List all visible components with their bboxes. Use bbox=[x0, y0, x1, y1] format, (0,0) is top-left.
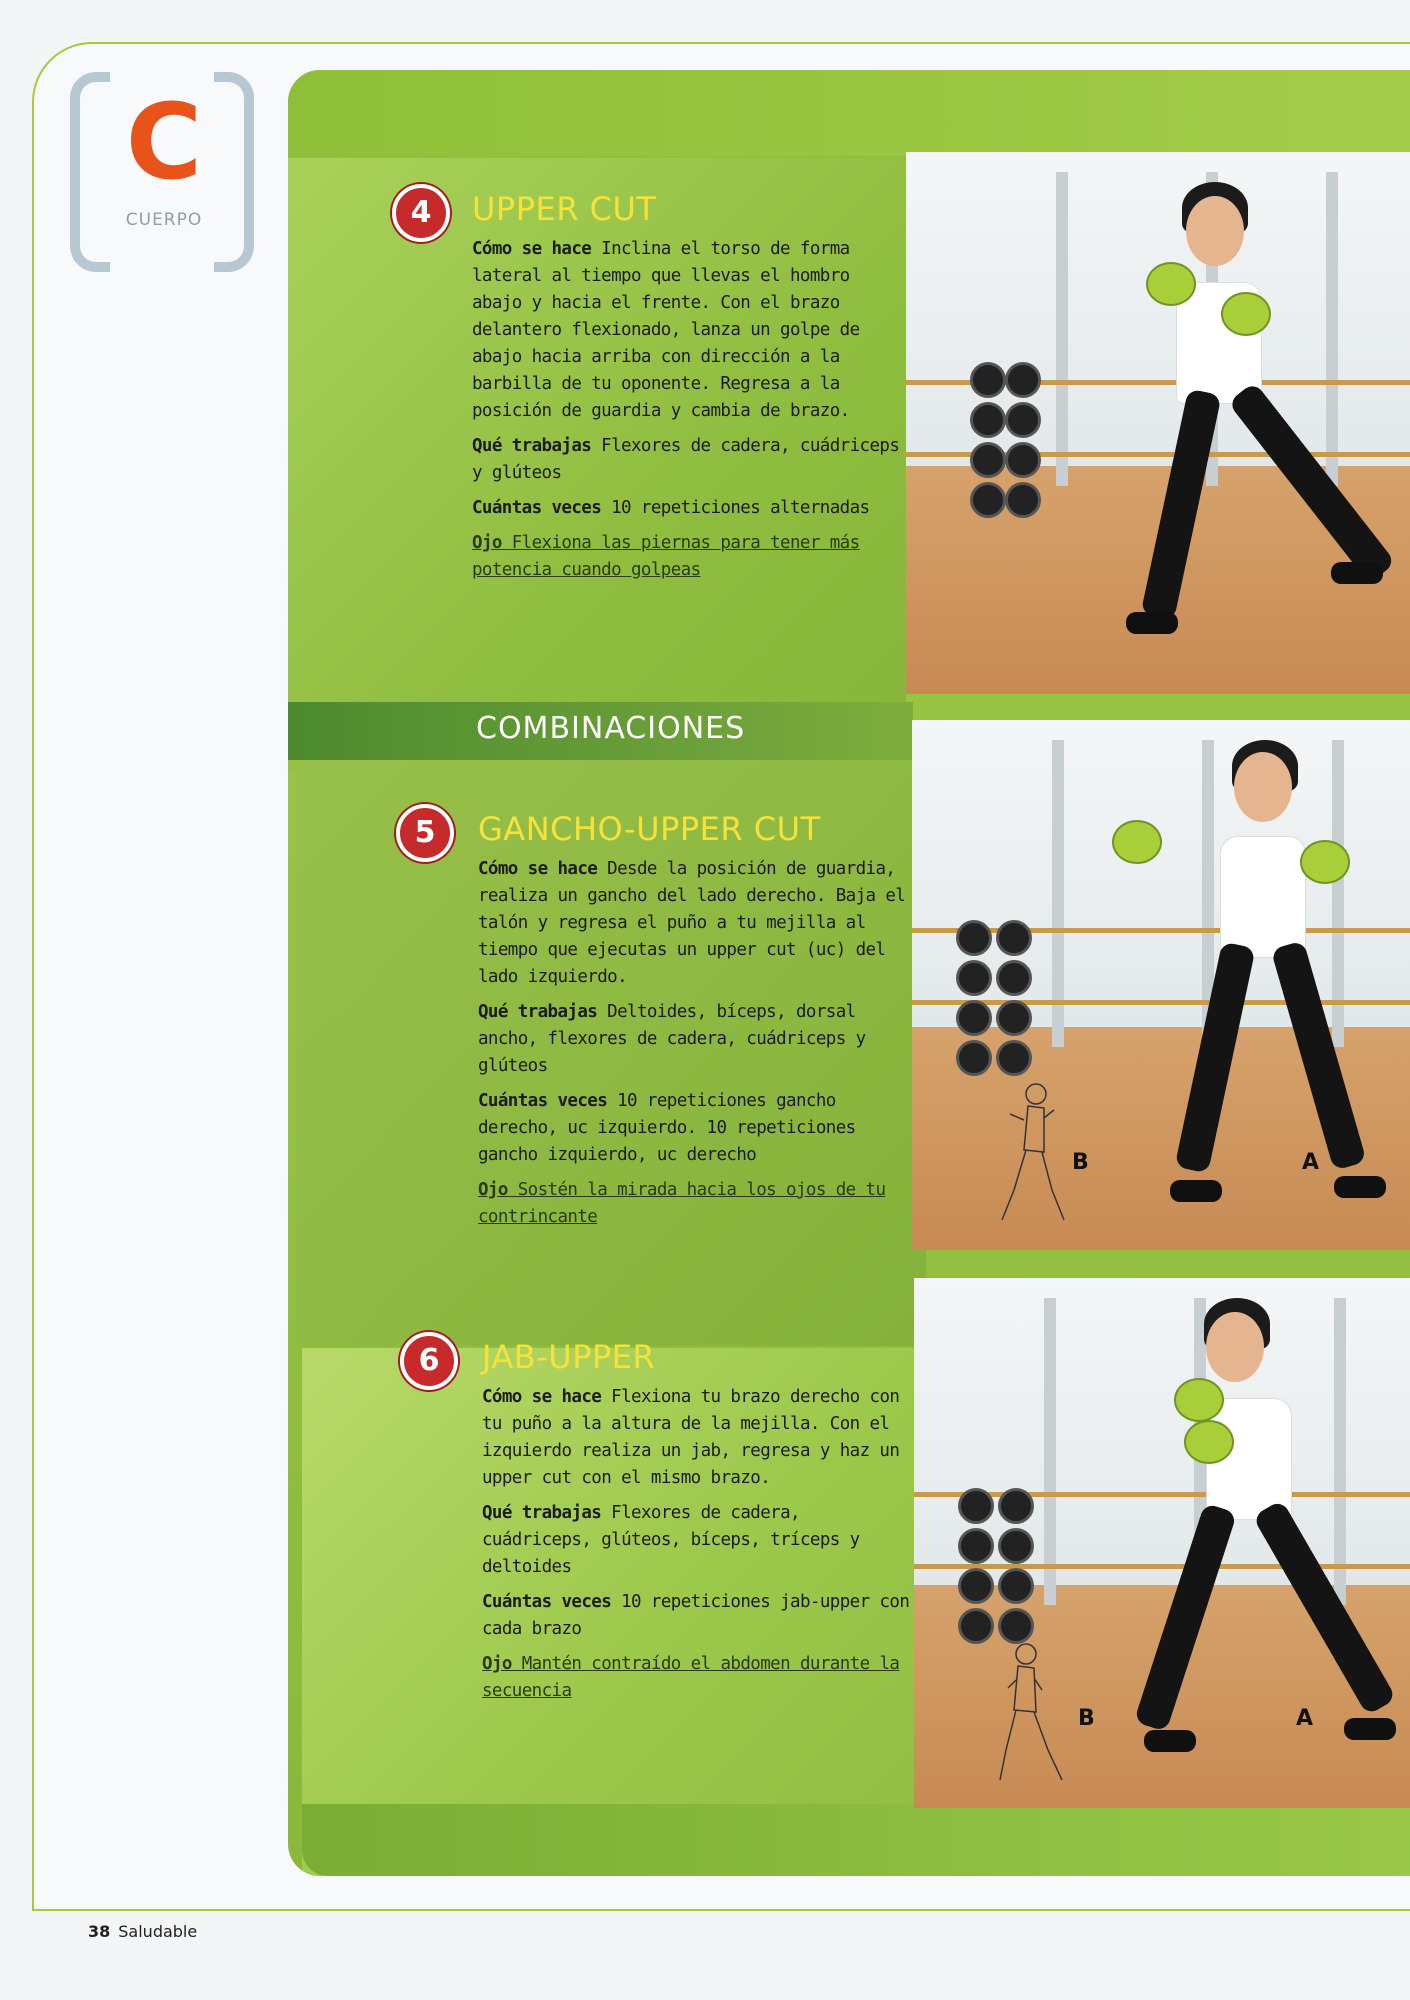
dumbbell-rack bbox=[918, 1478, 1068, 1648]
exercise-4-title: UPPER CUT bbox=[472, 190, 657, 228]
how-text: Flexiona tu brazo derecho con tu puño a la altura de la mejilla. Con el izquierdo realiza un jab, regresa y haz un upper cut con el mismo brazo. bbox=[482, 1387, 900, 1488]
left-bracket bbox=[70, 72, 110, 272]
works-label: Qué trabajas bbox=[472, 436, 592, 456]
tip-text: Mantén contraído el abdomen durante la secuencia bbox=[482, 1654, 900, 1701]
exercise-6-title: JAB-UPPER bbox=[482, 1338, 656, 1376]
exercise-6-body bbox=[482, 1384, 912, 1713]
tip-text: Flexiona las piernas para tener más potencia cuando golpeas bbox=[472, 533, 860, 580]
boxer-woman bbox=[1074, 1298, 1394, 1798]
exercise-5-photo bbox=[912, 720, 1410, 1250]
panel-bottom-band bbox=[302, 1804, 1410, 1876]
how-text: Desde la posición de guardia, realiza un gancho del lado derecho. Baja el talón y regresa el puño a tu mejilla al tiempo que ejecutas un upper cut (uc) del lado izquierdo. bbox=[478, 859, 906, 987]
reps-label: Cuántas veces bbox=[472, 498, 602, 518]
how-label: Cómo se hace bbox=[472, 239, 592, 259]
right-bracket bbox=[214, 72, 254, 272]
exercise-4-photo bbox=[906, 152, 1410, 694]
exercise-6-photo bbox=[914, 1278, 1410, 1808]
exercise-panel bbox=[288, 70, 1410, 1876]
tip-label: Ojo bbox=[482, 1654, 512, 1674]
position-b-sketch bbox=[994, 1080, 1074, 1230]
works-text: Deltoides, bíceps, dorsal ancho, flexores de cadera, cuádriceps y glúteos bbox=[478, 1002, 866, 1076]
reps-label: Cuántas veces bbox=[478, 1091, 608, 1111]
exercise-5-body bbox=[478, 856, 908, 1239]
page-footer bbox=[88, 1922, 197, 1941]
section-logo bbox=[66, 72, 266, 262]
works-label: Qué trabajas bbox=[478, 1002, 598, 1022]
tip-label: Ojo bbox=[478, 1180, 508, 1200]
exercise-5-number-badge: 5 bbox=[396, 804, 454, 862]
combinations-bar bbox=[288, 702, 913, 760]
dumbbell-rack bbox=[916, 910, 1066, 1080]
exercise-4-body bbox=[472, 236, 902, 592]
tip-label: Ojo bbox=[472, 533, 502, 553]
reps-text: 10 repeticiones alternadas bbox=[611, 498, 870, 518]
photo-label-b: B bbox=[1072, 1150, 1089, 1175]
boxer-woman bbox=[1076, 182, 1376, 682]
boxer-woman bbox=[1072, 740, 1392, 1240]
reps-text: 10 repeticiones jab-upper con cada brazo bbox=[482, 1592, 910, 1639]
combinations-heading: COMBINACIONES bbox=[476, 711, 746, 746]
tip-text: Sostén la mirada hacia los ojos de tu contrincante bbox=[478, 1180, 886, 1227]
photo-label-a: A bbox=[1302, 1150, 1320, 1175]
photo-label-b: B bbox=[1078, 1706, 1095, 1731]
exercise-6-number-badge: 6 bbox=[400, 1332, 458, 1390]
dumbbell-rack bbox=[910, 352, 1060, 522]
how-label: Cómo se hace bbox=[482, 1387, 602, 1407]
how-label: Cómo se hace bbox=[478, 859, 598, 879]
photo-label-a: A bbox=[1296, 1706, 1314, 1731]
works-text: Flexores de cadera, cuádriceps y glúteos bbox=[472, 436, 900, 483]
exercise-5-title: GANCHO-UPPER CUT bbox=[478, 810, 821, 848]
works-text: Flexores de cadera, cuádriceps, glúteos, bíceps, tríceps y deltoides bbox=[482, 1503, 860, 1577]
magazine-name: Saludable bbox=[118, 1922, 198, 1941]
exercise-4-number-badge: 4 bbox=[392, 184, 450, 242]
how-text: Inclina el torso de forma lateral al tiempo que llevas el hombro abajo y hacia el frente. Con el brazo delantero flexionado, lanza un golpe de abajo hacia arriba con dirección a la barbilla de tu oponente. Regresa a la posición de guardia y cambia de brazo. bbox=[472, 239, 860, 421]
page-number: 38 bbox=[88, 1922, 111, 1941]
reps-label: Cuántas veces bbox=[482, 1592, 612, 1612]
section-letter: C bbox=[125, 81, 203, 203]
reps-text: 10 repeticiones gancho derecho, uc izquierdo. 10 repeticiones gancho izquierdo, uc derecho bbox=[478, 1091, 856, 1165]
panel-top-band bbox=[288, 70, 1410, 156]
works-label: Qué trabajas bbox=[482, 1503, 602, 1523]
position-b-sketch bbox=[996, 1640, 1076, 1790]
section-name: CUERPO bbox=[125, 210, 203, 230]
